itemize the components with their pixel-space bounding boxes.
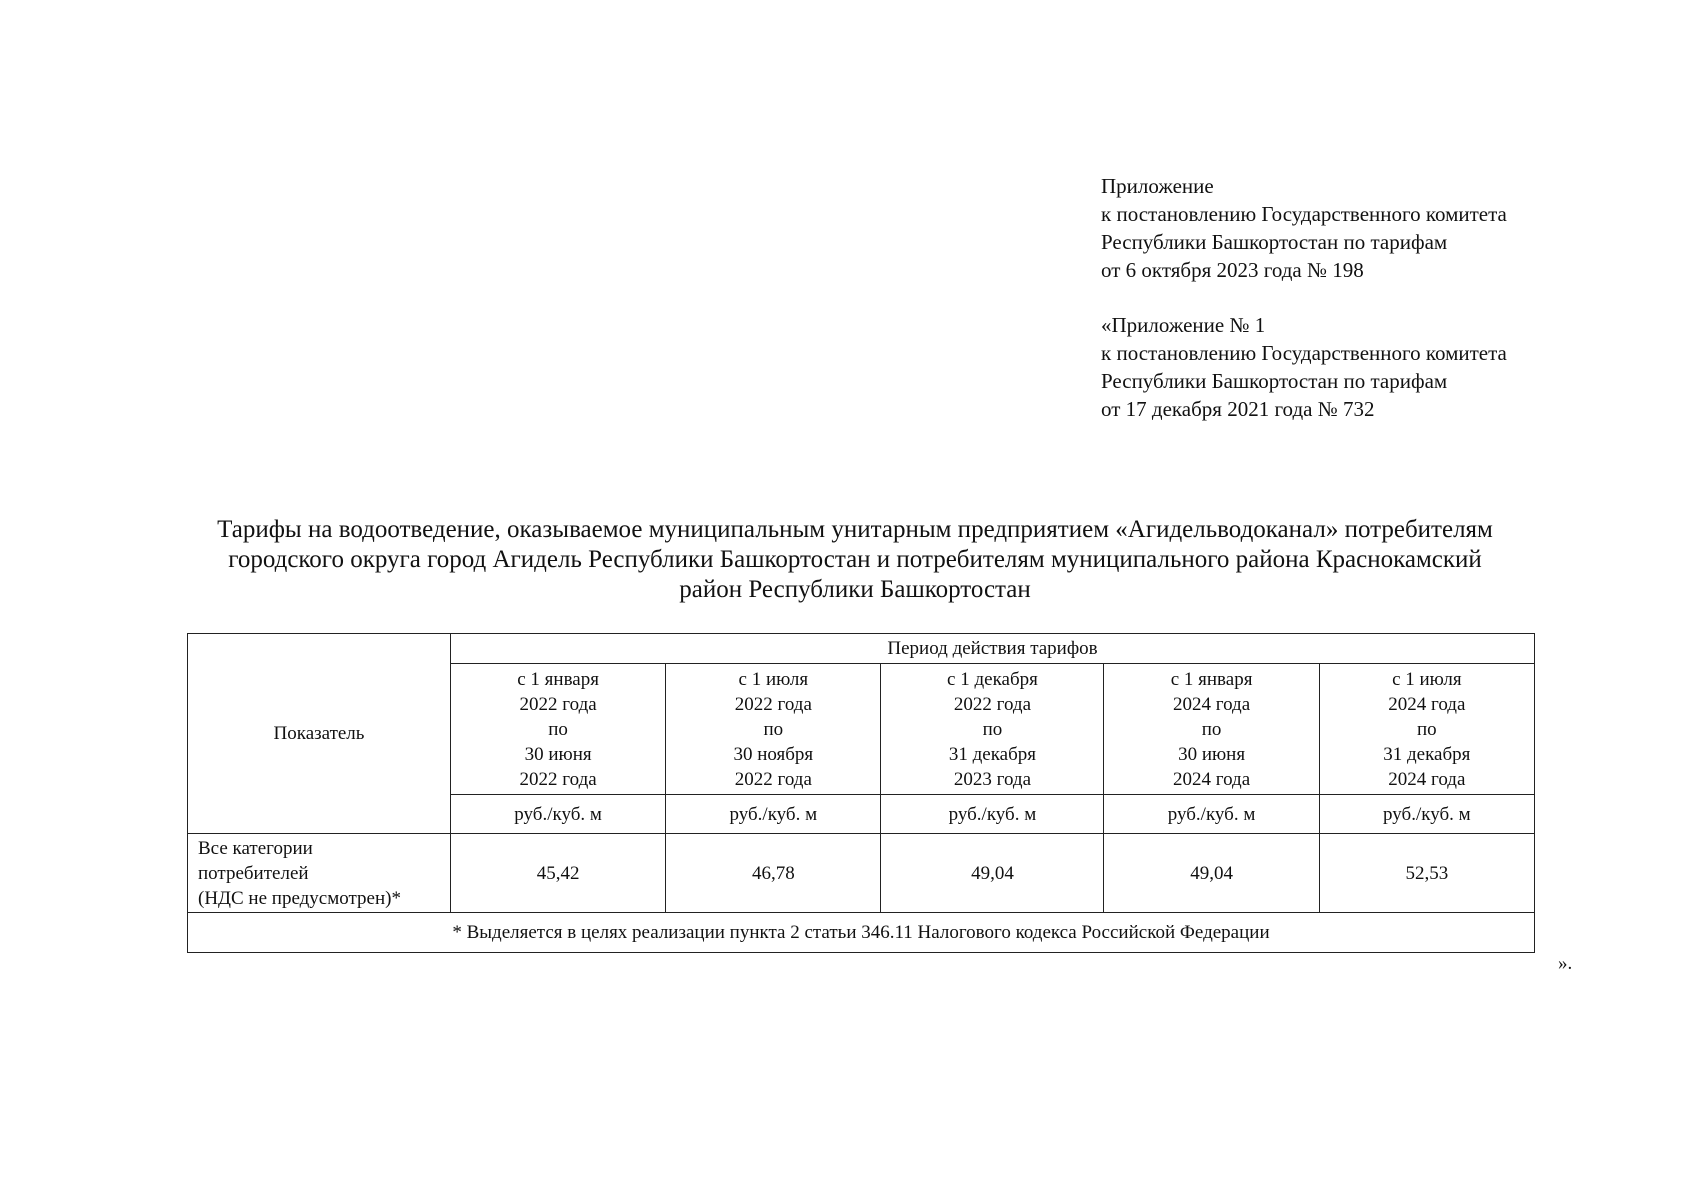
tariff-value: 49,04 — [881, 834, 1104, 913]
unit-cell: руб./куб. м — [666, 795, 881, 834]
appendix-header-line: «Приложение № 1 — [1101, 313, 1266, 337]
unit-cell: руб./куб. м — [1104, 795, 1319, 834]
title-line: район Республики Башкортостан — [679, 576, 1031, 603]
appendix-header-line: к постановлению Государственного комитета — [1101, 202, 1507, 226]
period-cell: с 1 декабря 2022 года по 31 декабря 2023 года — [881, 664, 1104, 795]
footnote-row — [188, 913, 1535, 953]
footnote: * Выделяется в целях реализации пункта 2 статьи 346.11 Налогового кодекса Российской Федерации — [188, 913, 1535, 953]
appendix-header-line: Республики Башкортостан по тарифам — [1101, 369, 1448, 393]
appendix-header-original — [1101, 311, 1507, 423]
table-header-row — [188, 634, 1535, 664]
tariff-value: 49,04 — [1104, 834, 1319, 913]
tariff-table — [187, 633, 1535, 953]
document-title — [120, 515, 1590, 605]
unit-cell: руб./куб. м — [451, 795, 666, 834]
period-cell: с 1 января 2024 года по 30 июня 2024 года — [1104, 664, 1319, 795]
appendix-header-line: к постановлению Государственного комитета — [1101, 341, 1507, 365]
appendix-header-line: от 17 декабря 2021 года № 732 — [1101, 397, 1375, 421]
appendix-header — [1101, 172, 1507, 284]
period-cell: с 1 июля 2024 года по 31 декабря 2024 года — [1319, 664, 1534, 795]
tariff-value: 52,53 — [1319, 834, 1534, 913]
tariff-value: 45,42 — [451, 834, 666, 913]
appendix-header-line: Республики Башкортостан по тарифам — [1101, 230, 1448, 254]
indicator-header: Показатель — [188, 634, 451, 834]
title-line: городского округа город Агидель Республики Башкортостан и потребителям муниципального района Краснокамский — [228, 546, 1482, 573]
title-line: Тарифы на водоотведение, оказываемое муниципальным унитарным предприятием «Агидельводоканал» потребителям — [217, 516, 1493, 543]
period-header: Период действия тарифов — [451, 634, 1535, 664]
unit-cell: руб./куб. м — [881, 795, 1104, 834]
unit-cell: руб./куб. м — [1319, 795, 1534, 834]
period-cell: с 1 января 2022 года по 30 июня 2022 года — [451, 664, 666, 795]
appendix-header-line: Приложение — [1101, 174, 1214, 198]
closing-quote: ». — [1558, 953, 1573, 974]
table-row — [188, 834, 1535, 913]
category-cell: Все категории потребителей (НДС не предусмотрен)* — [188, 834, 451, 913]
tariff-value: 46,78 — [666, 834, 881, 913]
appendix-header-line: от 6 октября 2023 года № 198 — [1101, 258, 1364, 282]
period-cell: с 1 июля 2022 года по 30 ноября 2022 года — [666, 664, 881, 795]
